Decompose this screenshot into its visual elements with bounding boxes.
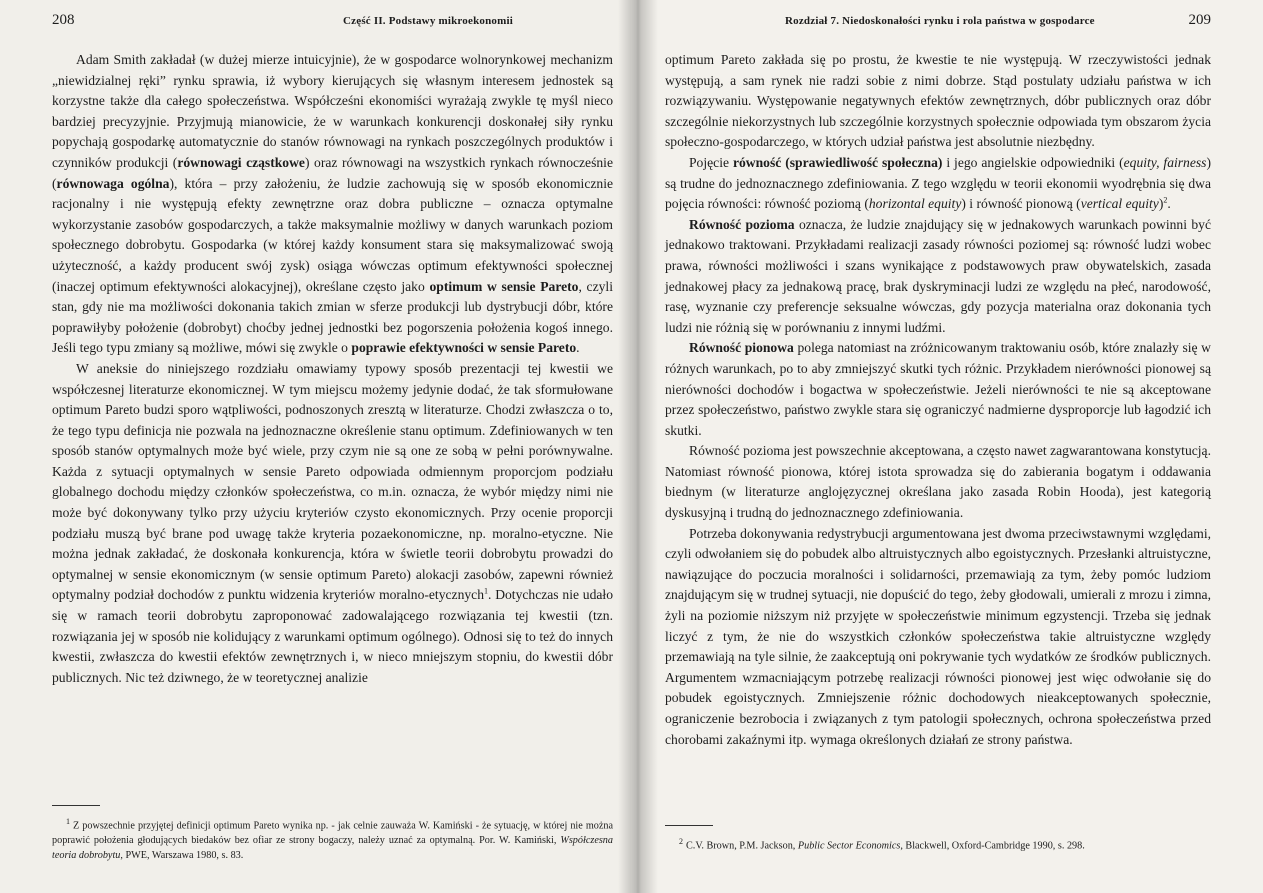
footnote-reference: 1 [484, 586, 488, 596]
right-page-header [665, 12, 1211, 32]
text-span: ) oraz równowagi na wszystkich rynkach równocześnie ( [52, 154, 613, 191]
italic-term: horizontal equity [868, 196, 962, 212]
right-page [631, 0, 1263, 893]
text-span: ) i równość pionową ( [961, 196, 1081, 212]
italic-term: vertical equity [1080, 196, 1159, 212]
text-span: C.V. Brown, P.M. Jackson, [686, 840, 798, 852]
text-span: Pojęcie [689, 154, 733, 170]
running-head: Rozdział 7. Niedoskonałości rynku i rola państwa w gospodarce [785, 15, 1095, 27]
footnote-mark: 2 [679, 837, 683, 846]
footnote-mark: 1 [66, 817, 70, 826]
left-page [0, 0, 631, 893]
paragraph [52, 50, 613, 359]
text-span: W aneksie do niniejszego rozdziału omawiamy typowy sposób prezentacji tej kwestii we współczesnej literaturze ekonomicznej. W tym miejscu możemy jedynie dodać, że tak sformułowane optimum Pareto budzi sporo wątpliwości, podnoszonych zresztą w literaturze. Chodzi zwłaszcza o to, że tego typu definicja nie pozwala na jednoznaczne określenie stanu optimum. Zdefiniowanych w ten sposób stanów optymalnych może być wiele, przy czym nie są one ze sobą w pełni porównywalne. Każda z sytuacji optymalnych w sensie Pareto odpowiada odmiennym proporcjom podziału globalnego dochodu między członków społeczeństwa, co m.in. oznacza, że wybór między nimi nie może być dokonywany tylko przy użyciu kryteriów czysto ekonomicznych. Przy ocenie proporcji podziału muszą być brane pod uwagę także kryteria pozaekonomiczne, np. moralno-etyczne. Nie można jednak zakładać, że doskonała konkurencja, która w świetle teorii dobrobytu prowadzi do optymalnej w sensie ekonomicznym (w sensie optimum Pareto) alokacji zasobów, zapewni również optymalny podział dochodów z punktu widzenia kryteriów moralno-etycznych [52, 360, 613, 603]
text-span: . [1167, 196, 1171, 212]
bold-term: Równość pionowa [689, 340, 794, 356]
text-span: polega natomiast na zróżnicowanym traktowaniu osób, które znalazły się w różnych warunkach, po to aby zmniejszyć skutki tych różnic. Przykładem nierówności pionowej są nierówności dochodów i bogactwa w społeczeństwie. Jeżeli nierówności te nie są akceptowane przez społeczeństwo, państwo zwykle stara się ograniczyć nadmierne dysproporcje lub łagodzić ich skutki. [665, 340, 1211, 438]
bold-term: poprawie efektywności w sensie Pareto [351, 340, 577, 356]
running-head: Część II. Podstawy mikroekonomii [343, 15, 513, 27]
paragraph [52, 359, 613, 689]
bold-term: Równość pozioma [689, 216, 795, 232]
paragraph: Potrzeba dokonywania redystrybucji argumentowana jest dwoma przeciwstawnymi względami, czyli odwołaniem się do pobudek albo altruistycznych albo egoistycznych. Przesłanki altruistyczne, nawiązujące do poczucia moralności i solidarności, przemawiają za tym, żeby pomóc ludziom znajdującym się w trudnej sytuacji, nie dopuścić do tego, żeby głodowali, umierali z mrozu i zimna, żyli na poziomie niższym niż przyjęte w społeczeństwie minimum egzystencji. Trzeba się jednak liczyć z tym, że nie do wszystkich członków społeczeństwa takie altruistyczne względy przemawiają na tyle silnie, że zaakceptują oni pokrywanie tych wydatków ze środków publicznych. Argumentem wzmacniającym potrzebę realizacji równości pionowej jest więc odwołanie się do pobudek egoistycznych. Zmniejszenie różnic dochodowych nieakceptowanych społecznie, ograniczenie bezrobocia i związanych z tym patologii społecznych, ochrona społeczeństwa przed chorobami zakaźnymi itp. wymaga określonych działań ze strony państwa. [665, 525, 1211, 747]
footnote-rule [52, 805, 100, 806]
text-span: ) są trudne do jednoznacznego zdefiniowania. Z tego względu w teorii ekonomii wyodrębnia się dwa pojęcia równości: równość poziomą ( [665, 154, 1211, 212]
left-page-header [52, 12, 613, 32]
italic-term: equity, fairness [1123, 154, 1207, 170]
text-span: i jego angielskie odpowiedniki ( [942, 154, 1124, 170]
text-span: . [576, 340, 580, 356]
footnote [665, 834, 1211, 853]
bold-term: równość (sprawiedliwość społeczna) [732, 154, 943, 170]
text-span: , PWE, Warszawa 1980, s. 83. [120, 850, 244, 862]
italic-title: Współczesna teoria dobrobytu [52, 835, 613, 862]
paragraph: Równość pozioma jest powszechnie akceptowana, a często nawet zagwarantowana konstytucją. Natomiast równość pionowa, której istota sprowadza się do zabierania bogatym i oddawania biednym (w literaturze anglojęzycznej określana jako zasada Robin Hooda), jest kategorią dyskusyjną i trudną do jednoznacznego zdefiniowania. [665, 443, 1211, 521]
paragraph: optimum Pareto zakłada się po prostu, że kwestie te nie występują. W rzeczywistości jednak występują, a sam rynek nie radzi sobie z nimi dobrze. Stąd postulaty udziału państwa w ich rozwiązywaniu. Występowanie negatywnych efektów zewnętrznych, dóbr publicznych oraz dóbr szczególnie niekorzystnych lub szczególnie korzystnych społecznie odpowiada tym obszarom życia społeczno-gospodarczego, w których udział państwa jest absolutnie niezbędny. [665, 52, 1211, 150]
footnote [52, 814, 613, 863]
paragraph [665, 338, 1211, 441]
text-span: , czyli stan, gdy nie ma możliwości dokonania takich zmian w sferze produkcji lub dystrybucji dóbr, które poprawiłyby położenie (dobrobyt) choćby jednej jednostki bez pogorszenia położenia kogoś innego. Jeśli tego typu zmiany są możliwe, mówi się zwykle o [52, 278, 613, 356]
footnote-reference: 2 [1163, 195, 1168, 205]
bold-term: równowaga ogólna [56, 175, 170, 191]
left-page-body [52, 50, 613, 688]
text-span: oznacza, że ludzie znajdujący się w jednakowych warunkach powinni być jednakowo traktowani. Przykładami realizacji zasady równości poziomej są: równość ludzi wobec prawa, równości możliwości i szans wynikające z podstawowych praw obywatelskich, zasada jednakowej płacy za jednakową pracę, brak dyskryminacji ludzi ze względu na płeć, narodowość, rasę, wyznanie czy preferencje seksualne wówczas, gdy pozycja materialna oraz dokonania tych ludzi nie różnią się w porównaniu z innymi ludźmi. [665, 216, 1211, 335]
page-number: 208 [52, 12, 75, 28]
italic-title: Public Sector Economics [797, 840, 901, 852]
bold-term: równowagi cząstkowe [177, 154, 305, 170]
paragraph [665, 215, 1211, 339]
footnote-rule [665, 825, 713, 826]
text-span: ), która – przy założeniu, że ludzie zachowują się w sposób ekonomicznie racjonalny i nie występują efekty zewnętrzne oraz dobra publiczne – oznacza optymalne wykorzystanie zasobów gospodarczych, a także maksymalnie możliwy w danych warunkach poziom społecznego dobrobytu. Gospodarka (w której każdy konsument stara się maksymalizować swoją użyteczność, a każdy producent swój zysk) osiąga wówczas optimum efektywności społecznej (inaczej optimum efektywności alokacyjnej), określane często jako [52, 175, 614, 294]
text-span: , Blackwell, Oxford-Cambridge 1990, s. 298. [900, 840, 1085, 852]
text-span: . Dotychczas nie udało się w ramach teorii dobrobytu zaproponować zadowalającego rozwiązania tej kwestii (tzn. rozwiązania jej w sposób nie kolidujący z warunkami optimum ogólnego). Odnosi się to też do innych kwestii, zwłaszcza do kwestii efektów zewnętrznych i, w nieco mniejszym stopniu, do kwestii dóbr publicznych. Nic też dziwnego, że w teoretycznej analizie [52, 587, 614, 685]
text-span: Adam Smith zakładał (w dużej mierze intuicyjnie), że w gospodarce wolnorynkowej mechanizm „niewidzialnej ręki” rynku sprawia, iż wybory kierujących się własnym interesem jednostek są korzystne także dla całego społeczeństwa. Współcześni ekonomiści wyrażają zwykle tę myśl nieco bardziej precyzyjnie. Przyjmują mianowicie, że w warunkach konkurencji doskonałej siły rynku popychają gospodarkę automatycznie do stanów równowagi na rynkach poszczególnych produktów i czynników produkcji ( [52, 52, 613, 170]
text-span: ) [1158, 196, 1164, 212]
bold-term: optimum w sensie Pareto [429, 278, 579, 294]
paragraph [665, 153, 1211, 215]
text-span: Z powszechnie przyjętej definicji optimum Pareto wynika np. - jak celnie zauważa W. Kamiński - że sytuację, w której nie można poprawić położenia głodujących biedaków bez ofiar ze strony bogaczy, należy uznać za optymalną. Por. W. Kamiński, [52, 820, 613, 847]
page-number: 209 [1188, 12, 1211, 28]
right-page-body [665, 50, 1211, 750]
